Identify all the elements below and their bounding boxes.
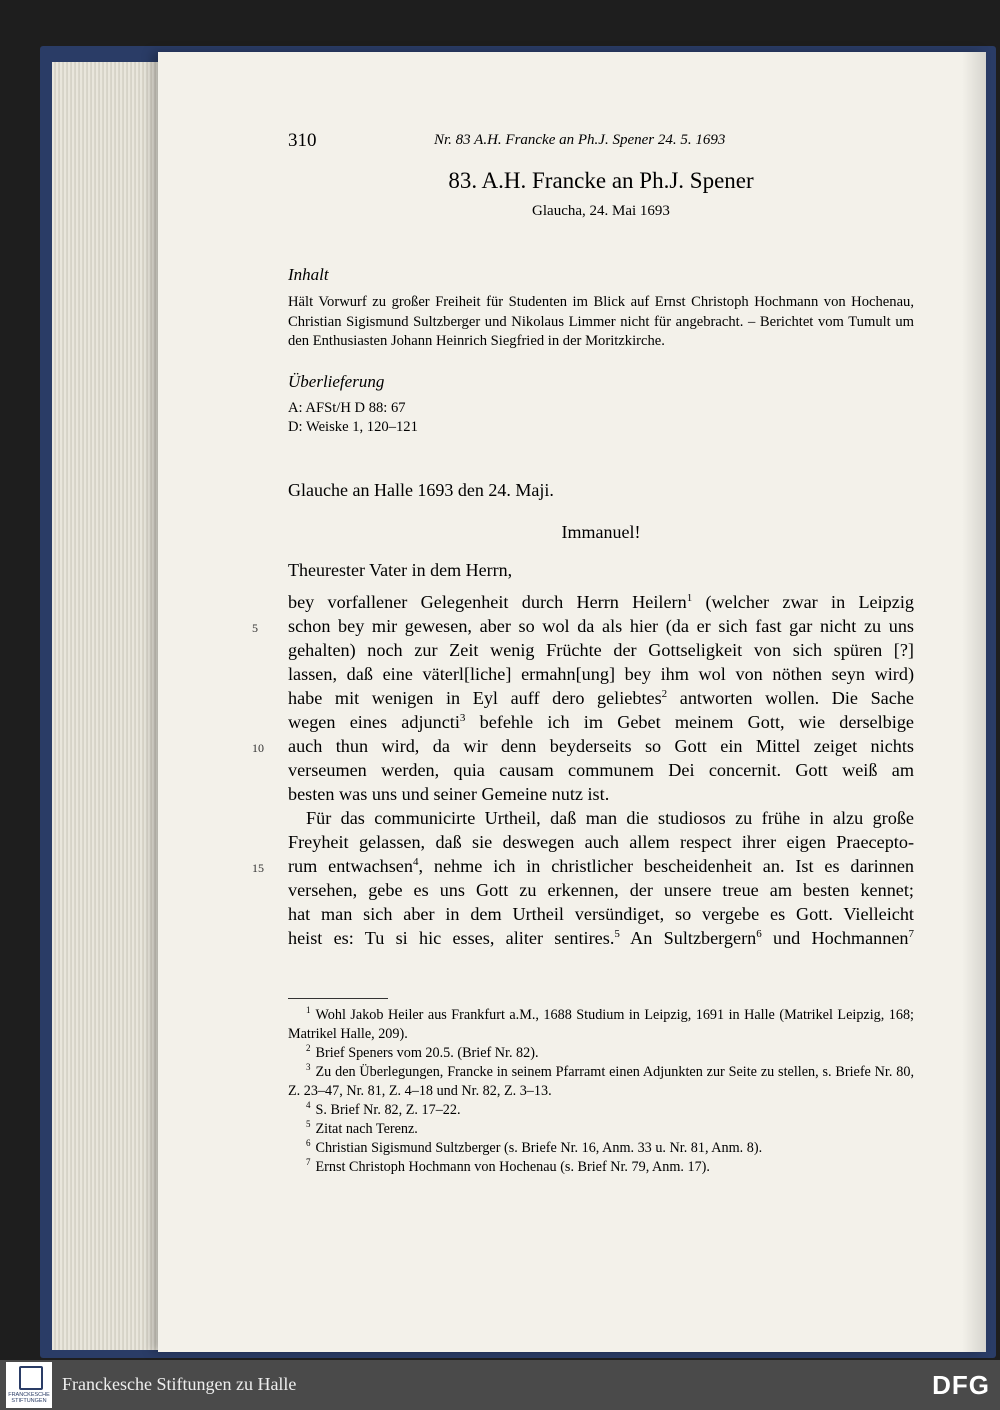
footnote: $^1$ Wohl Jakob Heiler aus Frankfurt a.M., 1688 Studium in Leipzig, 1691 in Halle (Matrikel Leipzig, 168; Matrikel Halle, 209). <box>288 1005 914 1042</box>
footnote: $^6$ Christian Sigismund Sultzberger (s. Briefe Nr. 16, Anm. 33 u. Nr. 81, Anm. 8). <box>306 1138 763 1156</box>
letter-line: schon bey mir gewesen, aber so wol da als hier (da er sich fast gar nicht zu uns <box>288 616 914 636</box>
footnote: $^4$ S. Brief Nr. 82, Z. 17–22. <box>306 1100 461 1118</box>
letter-title: 83. A.H. Francke an Ph.J. Spener <box>448 168 754 193</box>
letter-line: heist es: Tu si hic esses, aliter sentires.$^5$ An Sultzbergern$^6$ und Hochmannen$^7$ <box>288 927 915 948</box>
letter-line: verseumen werden, quia causam communem Dei concernit. Gott weiß am <box>288 760 914 780</box>
letter-line: versehen, gebe es uns Gott zu erkennen, der unsere treue am besten kennet; <box>288 880 914 900</box>
footer-bar <box>0 1360 1000 1410</box>
footnote-ref: 6 <box>756 927 762 940</box>
letter-line: habe mit wenigen in Eyl auff dero geliebtes$^2$ antworten wollen. Die Sache <box>288 687 914 708</box>
institution-logo <box>6 1362 52 1408</box>
footnotes <box>288 1006 914 1177</box>
footnote-ref: 4 <box>412 855 419 868</box>
letter-line: lassen, daß eine väterl[liche] ermahn[ung] bey ihm wol von nöthen seyn wird) <box>288 664 914 684</box>
footnote: $^7$ Ernst Christoph Hochmann von Hochenau (s. Brief Nr. 79, Anm. 17). <box>306 1157 710 1175</box>
letter-place-date: Glaucha, 24. Mai 1693 <box>532 203 670 219</box>
building-icon <box>19 1366 43 1390</box>
letter-salutation: Theurester Vater in dem Herrn, <box>288 560 513 580</box>
footnote-ref: 3 <box>459 711 466 724</box>
letter-dateline: Glauche an Halle 1693 den 24. Maji. <box>288 480 554 500</box>
footnote-ref: 1 <box>686 591 693 604</box>
footnote-rule <box>288 998 388 999</box>
line-number: 15 <box>252 861 264 875</box>
letter-line: bey vorfallener Gelegenheit durch Herrn Heilern$^1$ (welcher zwar in Leipzig <box>288 591 914 612</box>
footnote: $^5$ Zitat nach Terenz. <box>306 1119 418 1137</box>
inhalt-heading: Inhalt <box>288 265 329 284</box>
letter-line: gehalten) noch zur Zeit wenig Früchte der Gottseligkeit von sich spüren [?] <box>288 640 914 660</box>
footnote: $^2$ Brief Speners vom 20.5. (Brief Nr. 82). <box>306 1043 539 1061</box>
letter-line: hat man sich aber in dem Urtheil versündiget, so vergebe es Gott. Vielleicht <box>288 904 914 924</box>
ueberlieferung-heading: Überlieferung <box>288 372 385 391</box>
letter-invocation: Immanuel! <box>561 522 641 542</box>
running-title: Nr. 83 A.H. Francke an Ph.J. Spener 24. 5. 1693 <box>434 132 726 148</box>
page-number: 310 <box>288 130 317 151</box>
dfg-logo: DFG <box>932 1370 990 1400</box>
institution-name: Franckesche Stiftungen zu Halle <box>62 1374 297 1394</box>
line-number: 5 <box>252 621 258 635</box>
line-number: 10 <box>252 741 264 755</box>
letter-line: rum entwachsen$^4$, nehme ich in christlicher bescheidenheit an. Ist es darinnen <box>288 855 914 876</box>
page-edges <box>52 62 172 1350</box>
page-gutter-shadow <box>962 52 986 1352</box>
letter-line: auch thun wird, da wir denn beyderseits so Gott ein Mittel zeiget nichts <box>288 736 914 756</box>
letter-line: wegen eines adjuncti$^3$ befehle ich im Gebet meinem Gott, wie derselbige <box>288 711 914 732</box>
footnote-ref: 2 <box>661 687 668 700</box>
transmission-line: D: Weiske 1, 120–121 <box>288 419 418 435</box>
letter-line: Für das communicirte Urtheil, daß man die studiosos zu frühe in alzu große <box>306 808 914 828</box>
letter-line: besten was uns und seiner Gemeine nutz ist. <box>288 784 610 804</box>
footnote: $^3$ Zu den Überlegungen, Francke in seinem Pfarramt einen Adjunkten zur Seite zu stellen, s. Briefe Nr. 80, Z. 23–47, Nr. 81, Z. 4–18 und Nr. 82, Z. 3–13. <box>288 1062 914 1099</box>
inhalt-summary: Hält Vorwurf zu großer Freiheit für Studenten im Blick auf Ernst Christoph Hochmann von Hochenau, Christian Sigismund Sultzberger und Nikolaus Limmer nicht für angebracht. – Berichtet vom Tumult um den Enthusiasten Johann Heinrich Siegfried in der Moritzkirche. <box>288 294 914 349</box>
footnote-ref: 7 <box>908 927 915 940</box>
logo-text: FRANCKESCHE STIFTUNGEN <box>8 1392 50 1404</box>
transmission-line: A: AFSt/H D 88: 67 <box>288 400 406 416</box>
letter-line: Freyheit gelassen, daß sie deswegen auch allem respect ihrer eigen Praecepto- <box>288 832 914 852</box>
footnote-ref: 5 <box>614 927 620 940</box>
